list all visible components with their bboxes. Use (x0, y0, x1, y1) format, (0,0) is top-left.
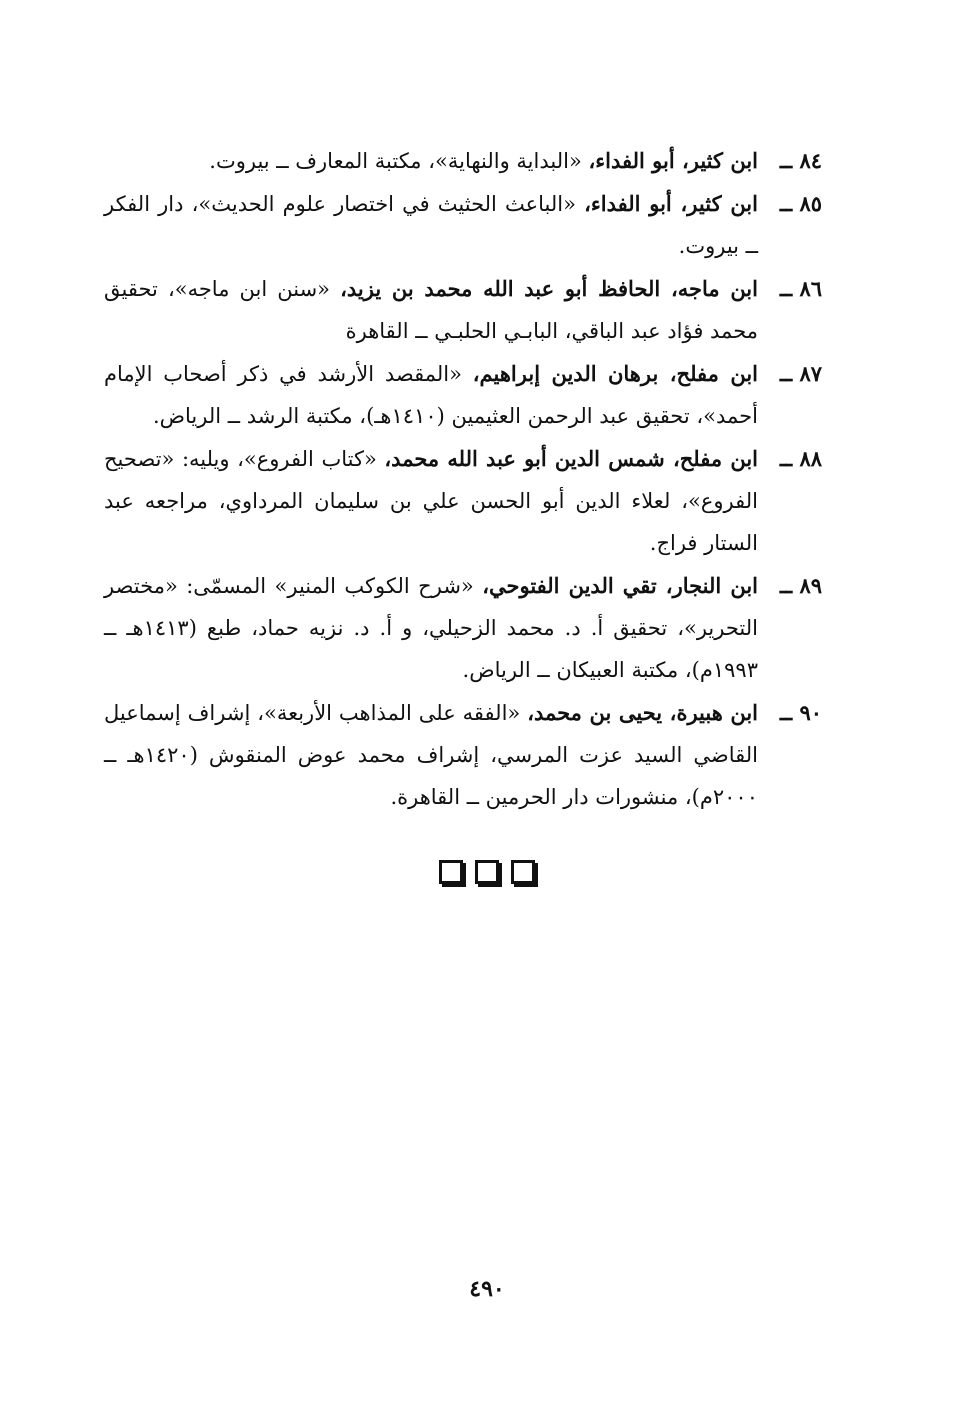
entry-author: ابن مفلح، شمس الدين أبو عبد الله محمد، (384, 446, 758, 471)
entry-details: «كتاب الفروع»، ويليه: «تصحيح الفروع»، لعلاء الدين أبو الحسن علي بن سليمان المرداوي، مراجعه عبد الستار فراج. (104, 447, 758, 555)
bibliography-entry-89 (104, 565, 822, 691)
bibliography-entry-88 (104, 438, 822, 564)
entry-number: ٨٤ ــ (779, 148, 822, 173)
bibliography-entry-86 (104, 268, 822, 352)
bibliography-list (104, 140, 822, 819)
entry-details: «الفقه على المذاهب الأربعة»، إشراف إسماعيل القاضي السيد عزت المرسي، إشراف محمد عوض المنقوش (١٤٢٠هـ ــ ٢٠٠٠م)، منشورات دار الحرمين ــ القاهرة. (104, 701, 758, 809)
entry-details: «سنن ابن ماجه»، تحقيق محمد فؤاد عبد الباقي، البابـي الحلبـي ــ القاهرة (104, 277, 758, 343)
entry-author: ابن كثير، أبو الفداء، (584, 191, 758, 216)
entry-author: ابن كثير، أبو الفداء، (588, 148, 758, 173)
bibliography-entry-87 (104, 353, 822, 437)
entry-author: ابن ماجه، الحافظ أبو عبد الله محمد بن يزيد، (340, 276, 758, 301)
entry-number: ٨٨ ــ (779, 446, 822, 471)
entry-author: ابن مفلح، برهان الدين إبراهيم، (472, 361, 758, 386)
entry-details: «البداية والنهاية»، مكتبة المعارف ــ بيروت. (209, 149, 589, 173)
entry-author: ابن هبيرة، يحيى بن محمد، (527, 700, 758, 725)
entry-details: «شرح الكوكب المنير» المسمّى: «مختصر التحرير»، تحقيق أ. د. محمد الزحيلي، و أ. د. نزيه حماد، طبع (١٤١٣هـ ــ ١٩٩٣م)، مكتبة العبيكان ــ الرياض. (104, 574, 758, 682)
entry-details: «المقصد الأرشد في ذكر أصحاب الإمام أحمد»، تحقيق عبد الرحمن العثيمين (١٤١٠هـ)، مكتبة الرشد ــ الرياض. (104, 362, 758, 428)
entry-author: ابن النجار، تقي الدين الفتوحي، (482, 573, 758, 598)
square-icon (475, 860, 499, 884)
bibliography-entry-85 (104, 183, 822, 267)
entry-number: ٨٩ ــ (779, 573, 822, 598)
bibliography-entry-90 (104, 692, 822, 818)
entry-details: «الباعث الحثيث في اختصار علوم الحديث»، دار الفكر ــ بيروت. (104, 192, 758, 258)
square-icon (511, 860, 535, 884)
entry-number: ٨٧ ــ (779, 361, 822, 386)
bibliography-entry-84 (104, 140, 822, 182)
entry-number: ٨٦ ــ (779, 276, 822, 301)
three-squares-ornament-icon (0, 860, 974, 884)
square-icon (439, 860, 463, 884)
entry-number: ٨٥ ــ (779, 191, 822, 216)
page-number: ٤٩٠ (469, 1276, 505, 1302)
entry-number: ٩٠ ــ (779, 700, 822, 725)
